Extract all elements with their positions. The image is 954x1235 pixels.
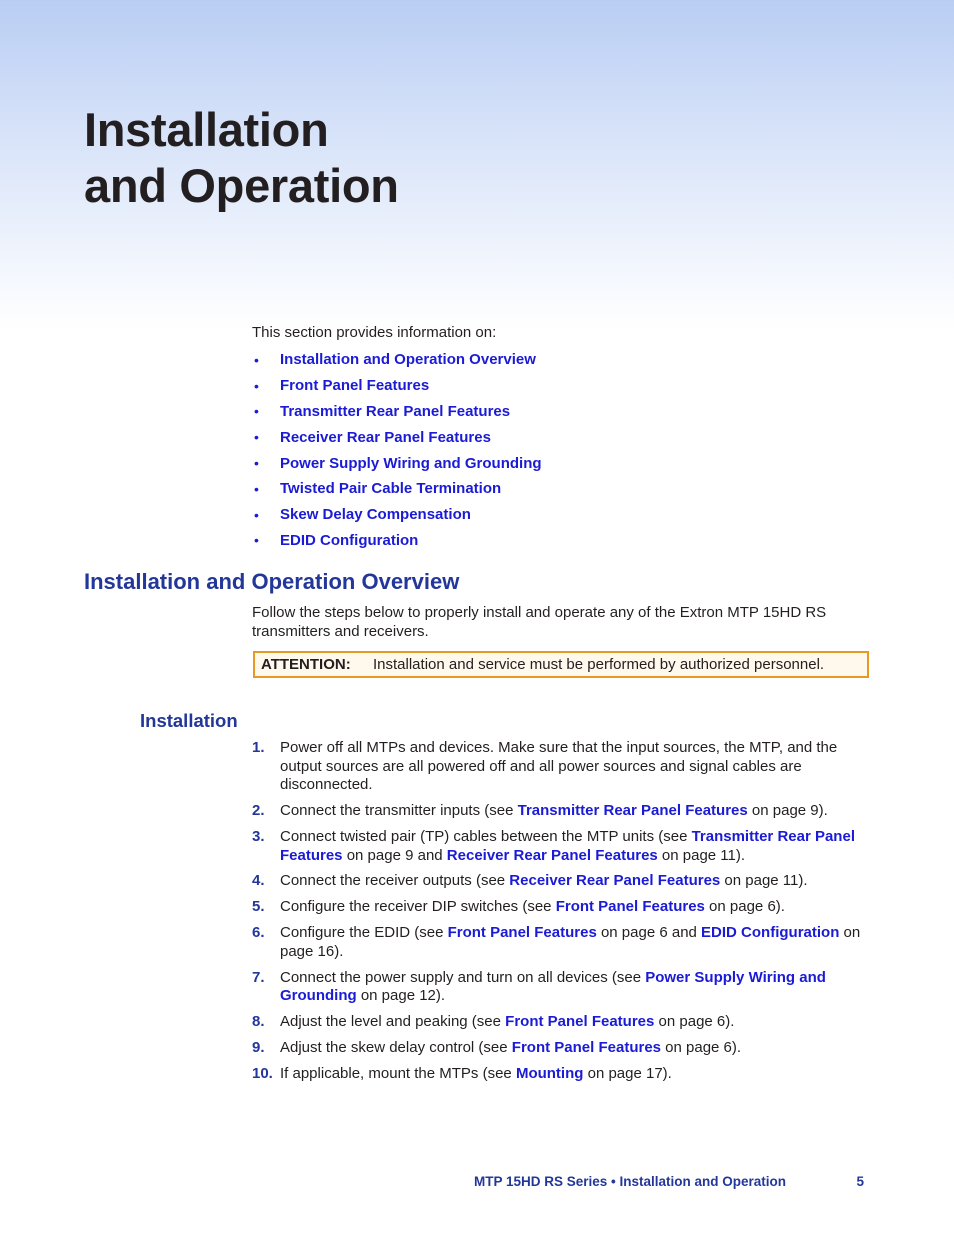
toc-link[interactable]: Installation and Operation Overview [280, 351, 536, 369]
installation-heading: Installation [140, 710, 238, 731]
bullet-icon: • [254, 506, 259, 523]
step-item [252, 872, 872, 891]
toc-link[interactable]: Power Supply Wiring and Grounding [280, 454, 542, 472]
attention-text: Installation and service must be performed by authorized personnel. [373, 656, 825, 673]
step-text-segment: on page 6). [704, 898, 785, 916]
section-contents-list [252, 347, 542, 553]
overview-heading: Installation and Operation Overview [84, 569, 460, 594]
bullet-icon: • [254, 455, 259, 472]
step-text-segment: on page 12). [356, 987, 446, 1005]
toc-item [252, 424, 542, 450]
page-title: Installation and Operation [84, 103, 399, 212]
step-text [280, 969, 872, 1006]
step-text-segment: on page 9 and [342, 846, 447, 864]
step-item [252, 1039, 872, 1058]
toc-link[interactable]: Transmitter Rear Panel Features [280, 402, 511, 420]
attention-label: ATTENTION: [261, 656, 351, 673]
overview-paragraph: Follow the steps below to properly install and operate any of the Extron MTP 15HD RS transmitters and receivers. [252, 604, 827, 640]
step-number: 7. [252, 968, 265, 986]
step-text [280, 1039, 872, 1058]
bullet-icon: • [254, 377, 259, 394]
step-number: 1. [252, 739, 265, 756]
step-item [252, 739, 872, 795]
attention-box [253, 651, 869, 678]
step-text-segment: on page 17). [583, 1064, 672, 1082]
page-number: 5 [856, 1174, 864, 1189]
step-text [280, 1065, 872, 1084]
step-item [252, 924, 872, 961]
toc-item [252, 450, 542, 476]
step-text [280, 1013, 872, 1032]
step-item [252, 828, 872, 865]
step-text-segment: Adjust the skew delay control (see [280, 1039, 512, 1057]
step-item [252, 1013, 872, 1032]
cross-reference-link[interactable]: Front Panel Features [555, 898, 705, 916]
bullet-icon: • [254, 429, 259, 446]
step-text-segment: Adjust the level and peaking (see [280, 1013, 506, 1031]
toc-link[interactable]: Receiver Rear Panel Features [280, 428, 491, 446]
cross-reference-link[interactable]: Front Panel Features [505, 1013, 655, 1031]
step-text-segment: Connect the receiver outputs (see [280, 872, 510, 890]
step-text [280, 828, 872, 865]
step-number: 9. [252, 1039, 265, 1057]
cross-reference-link[interactable]: Receiver Rear Panel Features [509, 872, 721, 890]
toc-link[interactable]: Skew Delay Compensation [280, 506, 471, 524]
toc-link[interactable]: Twisted Pair Cable Termination [280, 480, 502, 498]
cross-reference-link[interactable]: Front Panel Features [447, 924, 597, 942]
bullet-icon: • [254, 351, 259, 368]
cross-reference-link[interactable]: Power Supply Wiring and Grounding [280, 968, 826, 1005]
toc-item [252, 502, 542, 528]
cross-reference-link[interactable]: Transmitter Rear Panel Features [517, 802, 748, 820]
step-text-segment: Connect the power supply and turn on all devices (see [280, 968, 646, 986]
step-item [252, 969, 872, 1006]
footer-title: MTP 15HD RS Series • Installation and Operation [474, 1174, 787, 1189]
step-item [252, 898, 872, 917]
bullet-icon: • [254, 532, 259, 549]
step-text-segment: Configure the EDID (see [280, 924, 448, 942]
step-text-segment: Power off all MTPs and devices. Make sure that the input sources, the MTP, and the output sources are all powered off and all power sources and signal cables are disconnected. [280, 739, 838, 794]
step-text [280, 924, 872, 961]
cross-reference-link[interactable]: Transmitter Rear Panel Features [280, 827, 855, 864]
step-number: 3. [252, 827, 265, 845]
toc-item [252, 373, 542, 399]
step-text [280, 872, 872, 891]
step-item [252, 802, 872, 821]
step-text [280, 802, 872, 821]
cross-reference-link[interactable]: Front Panel Features [511, 1039, 661, 1057]
toc-item [252, 399, 542, 425]
intro-text: This section provides information on: [252, 324, 497, 341]
cross-reference-link[interactable]: Mounting [515, 1064, 584, 1082]
step-number: 2. [252, 802, 265, 820]
cross-reference-link[interactable]: EDID Configuration [701, 924, 840, 942]
step-number: 6. [252, 924, 265, 942]
step-text-segment: Configure the receiver DIP switches (see [280, 898, 556, 916]
step-text [280, 739, 872, 795]
step-number: 4. [252, 872, 265, 890]
step-text [280, 898, 872, 917]
toc-item [252, 528, 542, 554]
step-text-segment: on page 11). [657, 846, 746, 864]
installation-steps-list [252, 739, 872, 1091]
toc-item [252, 476, 542, 502]
step-number: 8. [252, 1013, 265, 1031]
step-text-segment: If applicable, mount the MTPs (see [280, 1064, 516, 1082]
step-item [252, 1065, 872, 1084]
toc-link[interactable]: Front Panel Features [280, 377, 430, 395]
bullet-icon: • [254, 403, 259, 420]
step-text-segment: on page 11). [720, 872, 808, 890]
page-footer [474, 1174, 864, 1189]
toc-link[interactable]: EDID Configuration [280, 531, 419, 549]
step-number: 5. [252, 898, 265, 916]
step-text-segment: on page 6). [654, 1013, 735, 1031]
cross-reference-link[interactable]: Receiver Rear Panel Features [446, 846, 658, 864]
toc-item [252, 347, 542, 373]
step-text-segment: on page 6 and [596, 924, 702, 942]
step-number: 10. [252, 1064, 273, 1082]
bullet-icon: • [254, 480, 259, 497]
step-text-segment: Connect twisted pair (TP) cables between the MTP units (see [280, 827, 692, 845]
step-text-segment: on page 9). [747, 802, 828, 820]
step-text-segment: Connect the transmitter inputs (see [280, 802, 518, 820]
step-text-segment: on page 6). [661, 1039, 742, 1057]
step-text-segment: on page 16). [280, 924, 861, 960]
